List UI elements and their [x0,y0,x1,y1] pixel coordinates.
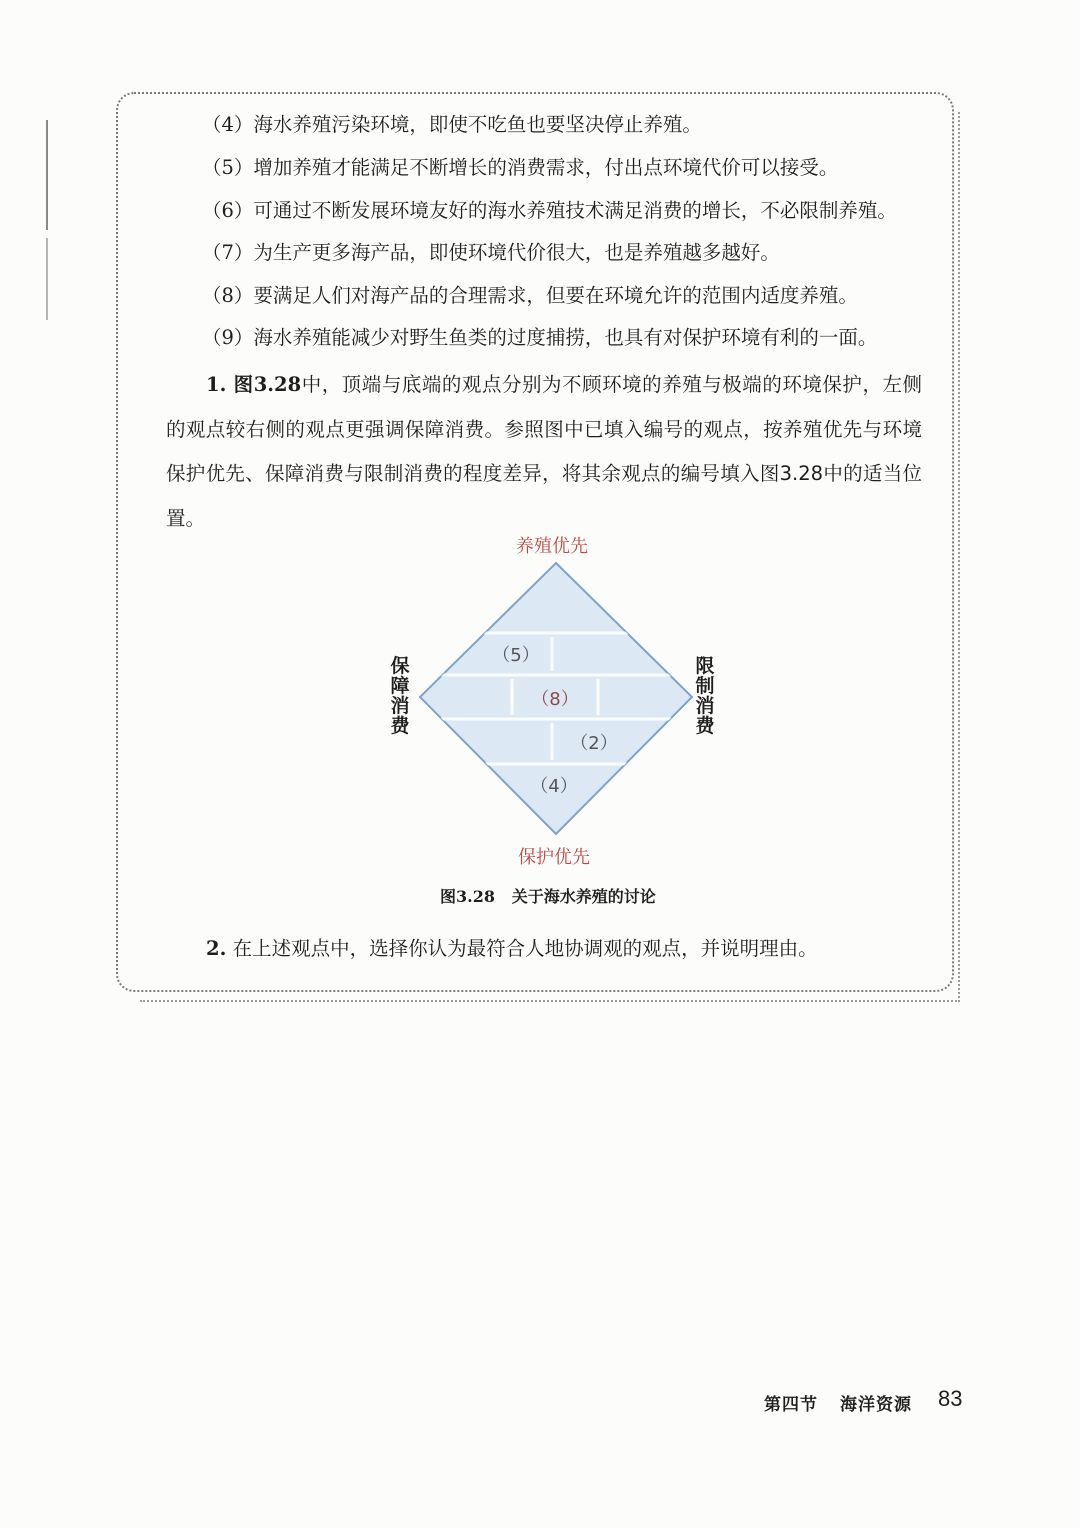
viewpoint-6: （6）可通过不断发展环境友好的海水养殖技术满足消费的增长，不必限制养殖。 [202,199,897,222]
footer-section: 第四节 [764,1395,818,1415]
page-number: 83 [938,1386,963,1411]
question-1-lead: 1. 图3.28 [206,373,302,396]
svg-text:保: 保 [390,655,410,677]
viewpoint-5: （5）增加养殖才能满足不断增长的消费需求，付出点环境代价可以接受。 [202,156,839,179]
viewpoint-9: （9）海水养殖能减少对野生鱼类的过度捕捞，也具有对保护环境有利的一面。 [202,326,878,349]
viewpoint-8: （8）要满足人们对海产品的合理需求，但要在环境允许的范围内适度养殖。 [202,284,858,307]
question-1 [166,363,922,541]
margin-line-top [46,120,48,230]
slot-2: （2） [570,733,618,754]
left-label [390,654,410,737]
question-2 [206,934,818,964]
svg-text:限: 限 [695,655,715,677]
svg-text:制: 制 [695,675,715,697]
svg-text:费: 费 [695,715,715,737]
slot-4: （4） [530,776,578,797]
svg-text:费: 费 [390,715,410,737]
caption-title: 关于海水养殖的讨论 [511,887,656,906]
slot-8: （8） [531,689,579,710]
box-shadow-bottom [140,1000,960,1002]
slot-5: （5） [492,645,540,666]
question-1-text: 中，顶端与底端的观点分别为不顾环境的养殖与极端的环境保护，左侧的观点较右侧的观点更强调保障消费。参照图中已填入编号的观点，按养殖优先与环境保护优先、保障消费与限制消费的程度差异，将其余观点的编号填入图3.28中的适当位置。 [166,373,922,530]
bottom-label: 保护优先 [518,847,590,868]
margin-line-bottom [46,238,48,320]
box-shadow-right [958,112,960,1002]
svg-text:消: 消 [695,695,715,717]
svg-text:障: 障 [390,675,410,697]
viewpoint-7: （7）为生产更多海产品，即使环境代价很大，也是养殖越多越好。 [202,241,780,264]
diamond-diagram [380,520,740,900]
question-2-text: 在上述观点中，选择你认为最符合人地协调观的观点，并说明理由。 [232,937,818,960]
caption-label: 图3.28 [440,887,495,906]
viewpoint-4: （4）海水养殖污染环境，即使不吃鱼也要坚决停止养殖。 [202,113,702,136]
right-label [695,655,715,737]
footer-title: 海洋资源 [840,1395,912,1415]
figure-caption [440,884,656,907]
question-2-lead: 2. [206,937,227,960]
svg-text:消: 消 [390,695,410,717]
top-label: 养殖优先 [516,536,588,557]
